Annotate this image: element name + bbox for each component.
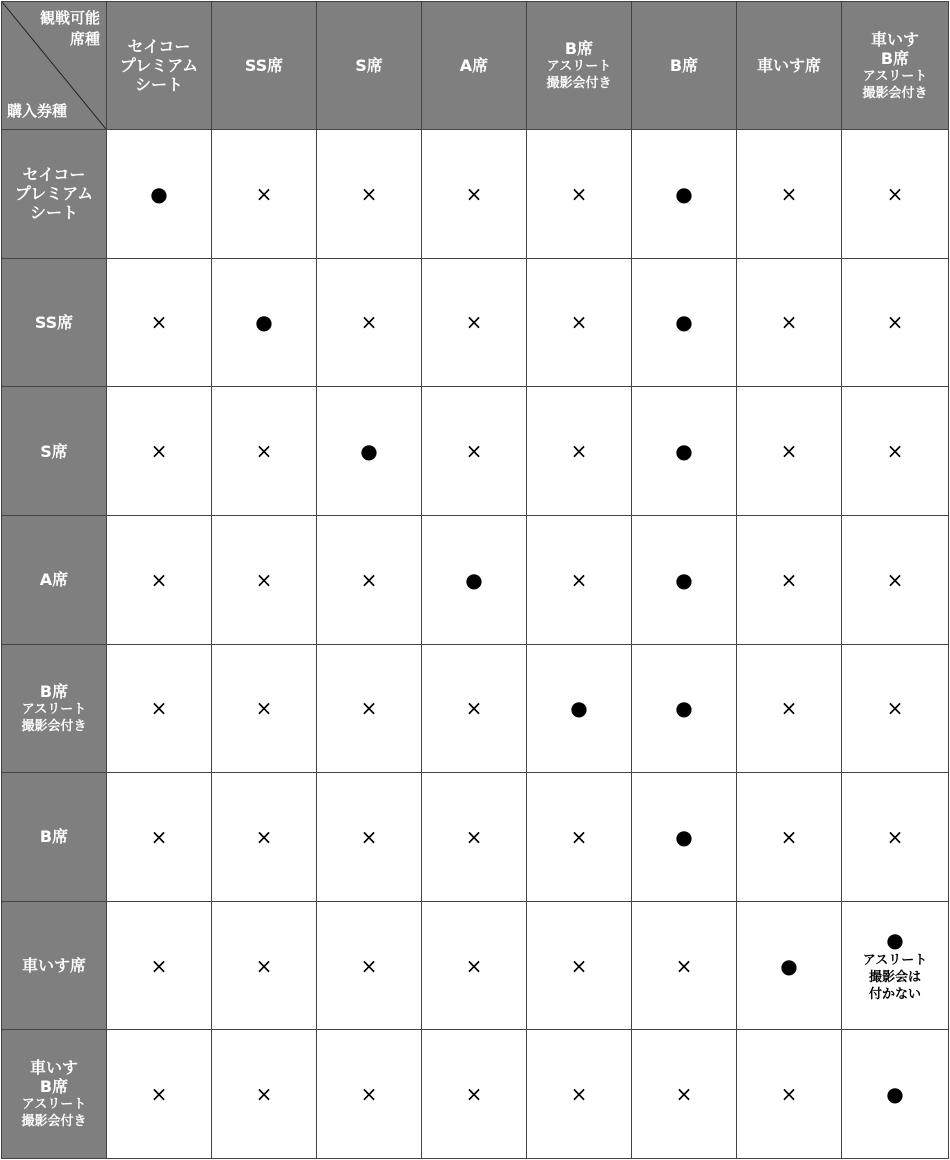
available-mark: ● xyxy=(150,181,168,206)
row-header-line: 撮影会付き xyxy=(21,1114,87,1130)
row-header xyxy=(2,130,107,259)
column-header-line: B席 xyxy=(669,56,699,75)
row-header xyxy=(2,901,107,1030)
header-row xyxy=(2,2,949,130)
corner-top-line: 観戦可能 xyxy=(39,9,100,27)
unavailable-mark: × xyxy=(465,181,483,206)
unavailable-mark: × xyxy=(780,310,798,335)
unavailable-mark: × xyxy=(886,310,904,335)
table-cell xyxy=(212,515,317,644)
table-cell xyxy=(422,644,527,773)
unavailable-mark: × xyxy=(570,567,588,592)
table-cell xyxy=(317,773,422,902)
row-header-line: B席 xyxy=(39,681,69,701)
unavailable-mark: × xyxy=(360,824,378,849)
available-mark: ● xyxy=(675,310,693,335)
table-cell xyxy=(107,258,212,387)
unavailable-mark: × xyxy=(360,567,378,592)
table-cell xyxy=(212,901,317,1030)
unavailable-mark: × xyxy=(465,1082,483,1107)
row-header-line: プレミアム xyxy=(14,184,94,204)
table-cell xyxy=(737,644,842,773)
unavailable-mark: × xyxy=(360,1082,378,1107)
unavailable-mark: × xyxy=(360,310,378,335)
table-cell xyxy=(842,130,949,259)
column-header xyxy=(842,2,949,130)
table-cell xyxy=(527,130,632,259)
unavailable-mark: × xyxy=(675,953,693,978)
table-cell xyxy=(632,130,737,259)
table-cell xyxy=(422,1030,527,1159)
table-cell xyxy=(107,901,212,1030)
unavailable-mark: × xyxy=(150,439,168,464)
table-row xyxy=(2,515,949,644)
table-cell xyxy=(422,130,527,259)
unavailable-mark: × xyxy=(360,696,378,721)
table-cell xyxy=(422,773,527,902)
unavailable-mark: × xyxy=(675,1082,693,1107)
row-header-line: S席 xyxy=(40,441,68,461)
available-mark: ● xyxy=(360,439,378,464)
unavailable-mark: × xyxy=(780,181,798,206)
table-cell xyxy=(212,1030,317,1159)
table-cell xyxy=(632,901,737,1030)
table-cell xyxy=(632,773,737,902)
column-header xyxy=(632,2,737,130)
unavailable-mark: × xyxy=(570,439,588,464)
unavailable-mark: × xyxy=(570,953,588,978)
table-cell xyxy=(212,130,317,259)
table-cell xyxy=(632,644,737,773)
row-header-line: B席 xyxy=(39,827,69,847)
corner-cell xyxy=(2,2,107,130)
unavailable-mark: × xyxy=(465,439,483,464)
unavailable-mark: × xyxy=(360,953,378,978)
unavailable-mark: × xyxy=(780,439,798,464)
unavailable-mark: × xyxy=(886,696,904,721)
unavailable-mark: × xyxy=(886,439,904,464)
table-row xyxy=(2,258,949,387)
available-mark: ● xyxy=(465,567,483,592)
unavailable-mark: × xyxy=(570,310,588,335)
column-header xyxy=(422,2,527,130)
column-header-line: シート xyxy=(134,75,183,94)
table-cell xyxy=(317,130,422,259)
row-header-line: シート xyxy=(29,203,78,223)
table-row xyxy=(2,387,949,516)
available-mark: ● xyxy=(780,953,798,978)
table-cell xyxy=(317,387,422,516)
column-header-line: アスリート xyxy=(546,59,612,74)
table-cell xyxy=(737,387,842,516)
unavailable-mark: × xyxy=(570,181,588,206)
row-header-line: アスリート xyxy=(21,1097,87,1113)
table-cell xyxy=(107,130,212,259)
row-header-line: 車いす席 xyxy=(21,956,86,976)
unavailable-mark: × xyxy=(570,1082,588,1107)
cell-note: アスリート xyxy=(862,953,928,969)
column-header-line: SS席 xyxy=(244,56,284,75)
table-cell xyxy=(422,387,527,516)
row-header xyxy=(2,644,107,773)
table-cell xyxy=(632,515,737,644)
table-cell xyxy=(212,258,317,387)
available-mark: ● xyxy=(675,439,693,464)
table-cell xyxy=(107,773,212,902)
table-cell xyxy=(107,644,212,773)
unavailable-mark: × xyxy=(780,824,798,849)
unavailable-mark: × xyxy=(255,696,273,721)
table-cell xyxy=(737,515,842,644)
table-cell xyxy=(527,258,632,387)
corner-top-label xyxy=(40,8,100,50)
table-row xyxy=(2,901,949,1030)
table-cell xyxy=(422,901,527,1030)
cell-note: 付かない xyxy=(868,987,921,1003)
unavailable-mark: × xyxy=(886,567,904,592)
table-cell xyxy=(317,644,422,773)
column-header-line: B席 xyxy=(564,39,594,58)
table-cell xyxy=(842,901,949,1030)
unavailable-mark: × xyxy=(886,181,904,206)
corner-top-line: 席種 xyxy=(69,30,100,48)
unavailable-mark: × xyxy=(465,953,483,978)
table-cell xyxy=(527,901,632,1030)
unavailable-mark: × xyxy=(255,953,273,978)
table-cell xyxy=(212,387,317,516)
available-mark: ● xyxy=(675,181,693,206)
table-cell xyxy=(527,515,632,644)
column-header-line: プレミアム xyxy=(119,56,199,75)
row-header-line: B席 xyxy=(39,1077,69,1097)
table-cell xyxy=(842,1030,949,1159)
column-header-line: 車いす xyxy=(870,29,919,49)
row-header xyxy=(2,773,107,902)
seat-compatibility-table xyxy=(1,1,949,1159)
table-cell xyxy=(737,258,842,387)
table-cell xyxy=(842,258,949,387)
available-mark: ● xyxy=(886,1082,904,1107)
column-header xyxy=(317,2,422,130)
unavailable-mark: × xyxy=(150,824,168,849)
cell-note: 撮影会は xyxy=(868,970,921,986)
unavailable-mark: × xyxy=(150,696,168,721)
available-mark: ● xyxy=(675,824,693,849)
column-header-line: 撮影会付き xyxy=(862,85,928,101)
table-cell xyxy=(527,1030,632,1159)
row-header xyxy=(2,515,107,644)
available-mark: ● xyxy=(570,696,588,721)
table-cell xyxy=(842,644,949,773)
table-cell xyxy=(107,515,212,644)
table-row xyxy=(2,773,949,902)
unavailable-mark: × xyxy=(360,181,378,206)
table-cell xyxy=(737,773,842,902)
table-row xyxy=(2,644,949,773)
table-cell xyxy=(107,387,212,516)
table-row xyxy=(2,1030,949,1159)
available-mark: ● xyxy=(675,696,693,721)
table-cell xyxy=(422,515,527,644)
available-mark: ● xyxy=(886,928,904,953)
unavailable-mark: × xyxy=(780,696,798,721)
table-cell xyxy=(632,387,737,516)
table-cell xyxy=(317,901,422,1030)
column-header-line: アスリート xyxy=(862,68,928,84)
column-header-line: A席 xyxy=(459,56,489,75)
unavailable-mark: × xyxy=(570,824,588,849)
column-header-line: 撮影会付き xyxy=(546,76,612,91)
unavailable-mark: × xyxy=(465,696,483,721)
unavailable-mark: × xyxy=(255,1082,273,1107)
table-cell xyxy=(527,644,632,773)
table-cell xyxy=(317,515,422,644)
unavailable-mark: × xyxy=(255,439,273,464)
unavailable-mark: × xyxy=(150,567,168,592)
table-cell xyxy=(842,515,949,644)
row-header-line: A席 xyxy=(39,570,69,590)
table-cell xyxy=(737,1030,842,1159)
row-header-line: 撮影会付き xyxy=(21,718,87,734)
available-mark: ● xyxy=(675,567,693,592)
unavailable-mark: × xyxy=(780,567,798,592)
column-header xyxy=(212,2,317,130)
table-cell xyxy=(737,130,842,259)
corner-bottom-label: 購入券種 xyxy=(7,102,68,120)
table-cell xyxy=(317,258,422,387)
table-cell xyxy=(527,387,632,516)
unavailable-mark: × xyxy=(465,824,483,849)
row-header xyxy=(2,258,107,387)
table-cell xyxy=(527,773,632,902)
unavailable-mark: × xyxy=(255,181,273,206)
unavailable-mark: × xyxy=(780,1082,798,1107)
column-header xyxy=(107,2,212,130)
available-mark: ● xyxy=(255,310,273,335)
table-cell xyxy=(212,773,317,902)
table-cell xyxy=(107,1030,212,1159)
row-header xyxy=(2,387,107,516)
row-header-line: セイコー xyxy=(22,165,86,185)
unavailable-mark: × xyxy=(255,824,273,849)
row-header xyxy=(2,1030,107,1159)
table-cell xyxy=(317,1030,422,1159)
column-header-line: B席 xyxy=(880,48,910,68)
unavailable-mark: × xyxy=(150,953,168,978)
table-cell xyxy=(737,901,842,1030)
table-cell xyxy=(422,258,527,387)
column-header-line: S席 xyxy=(355,56,383,75)
row-header-line: 車いす xyxy=(29,1058,78,1078)
unavailable-mark: × xyxy=(150,1082,168,1107)
unavailable-mark: × xyxy=(255,567,273,592)
column-header-line: セイコー xyxy=(127,37,191,56)
table-row xyxy=(2,130,949,259)
unavailable-mark: × xyxy=(886,824,904,849)
column-header xyxy=(737,2,842,130)
table-body xyxy=(2,130,949,1159)
row-header-line: アスリート xyxy=(21,701,87,717)
row-header-line: SS席 xyxy=(34,312,74,332)
table-cell xyxy=(842,387,949,516)
unavailable-mark: × xyxy=(150,310,168,335)
table-cell xyxy=(632,258,737,387)
column-header-line: 車いす席 xyxy=(756,56,821,75)
unavailable-mark: × xyxy=(465,310,483,335)
table-cell xyxy=(842,773,949,902)
column-header xyxy=(527,2,632,130)
table-cell xyxy=(632,1030,737,1159)
table-cell xyxy=(212,644,317,773)
